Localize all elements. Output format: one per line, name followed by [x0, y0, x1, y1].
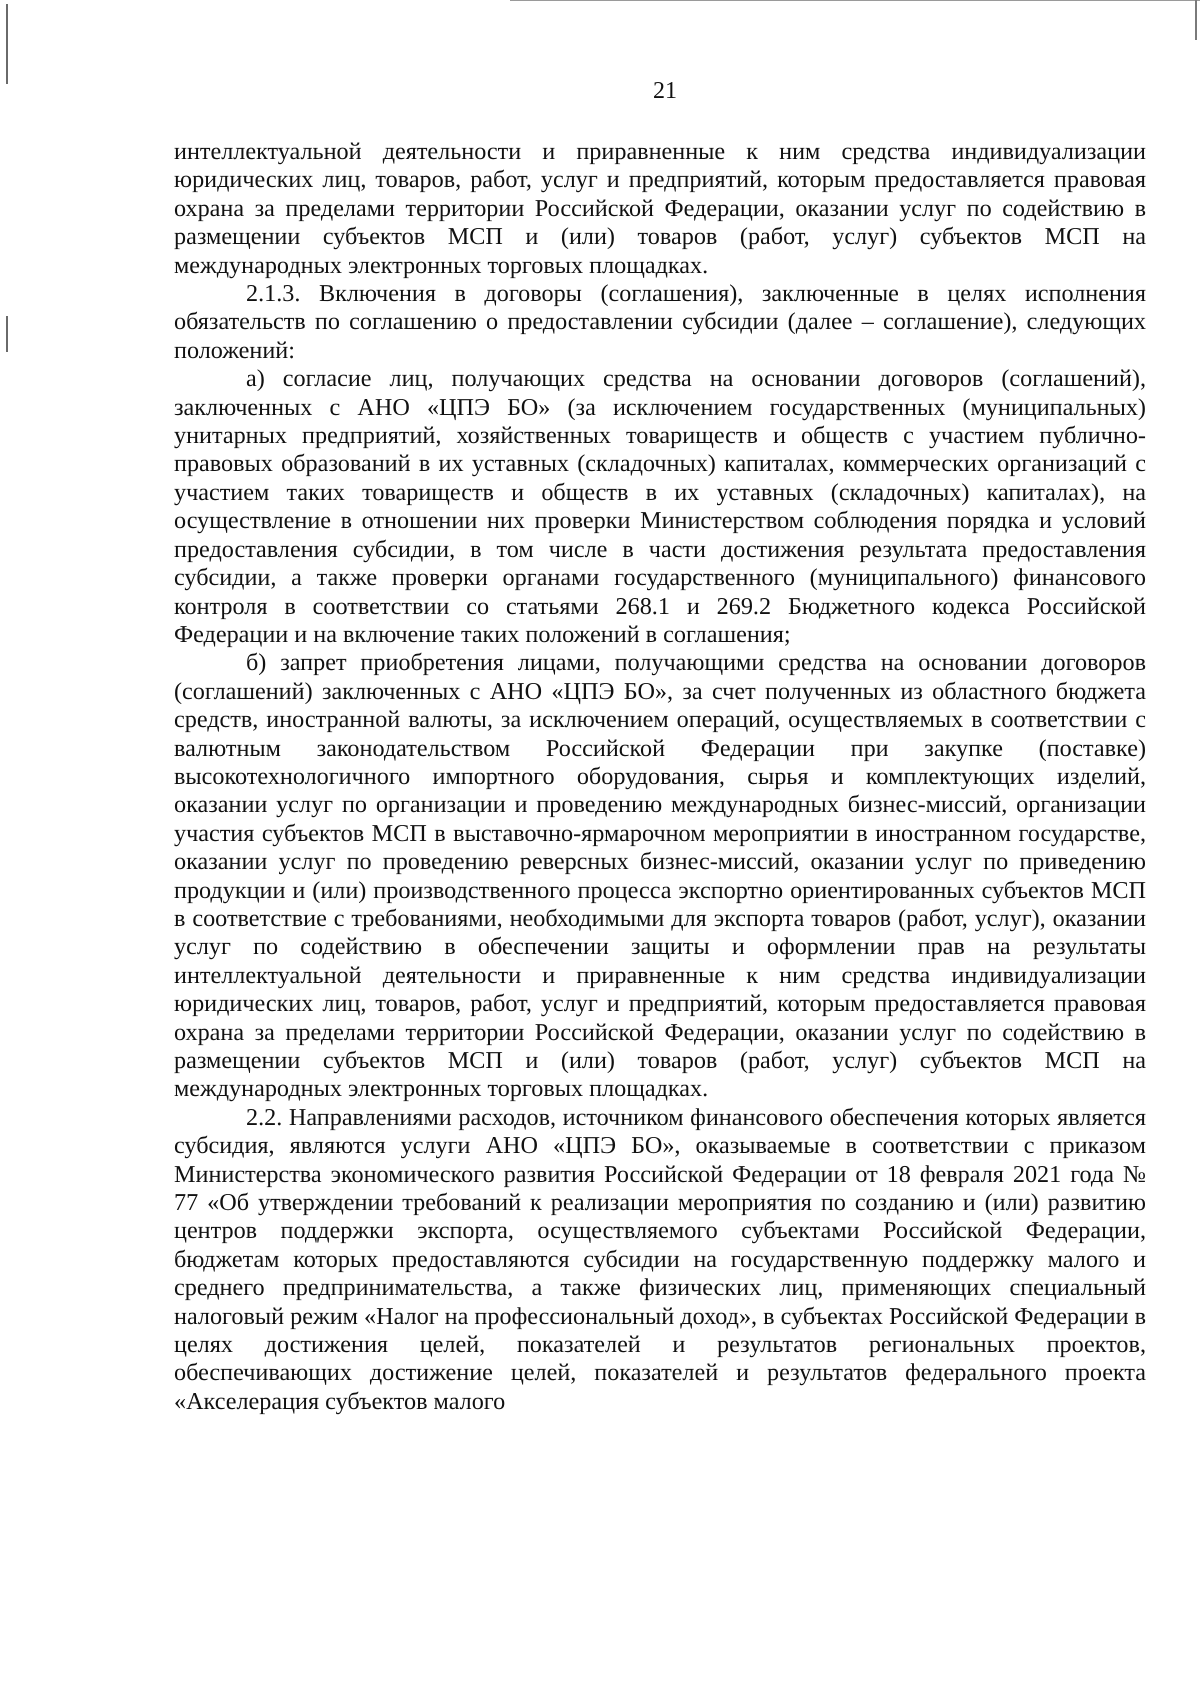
paragraph-item-b: б) запрет приобретения лицами, получающими средства на основании договоров (соглашений) заключенных с АНО «ЦПЭ БО», за счет полученных из областного бюджета средств, иностранной валюты, за исключением операций, осуществляемых в соответствии с валютным законодательством Российской Федерации при закупке (поставке) высокотехнологичного импортного оборудования, сырья и комплектующих изделий, оказании услуг по организации и проведению международных бизнес-миссий, организации участия субъектов МСП в выставочно-ярмарочном мероприятии в иностранном государстве, оказании услуг по проведению реверсных бизнес-миссий, оказании услуг по приведению продукции и (или) производственного процесса экспортно ориентированных субъектов МСП в соответствие с требованиями, необходимыми для экспорта товаров (работ, услуг), оказании услуг по содействию в обеспечении защиты и оформлении прав на результаты интеллектуальной деятельности и приравненные к ним средства индивидуализации юридических лиц, товаров, работ, услуг и предприятий, которым предоставляется правовая охрана за пределами территории Российской Федерации, оказании услуг по содействию в размещении субъектов МСП и (или) товаров (работ, услуг) субъектов МСП на международных электронных торговых площадках. — [174, 649, 1146, 1103]
document-body — [174, 138, 1146, 1416]
paragraph-item-a: а) согласие лиц, получающих средства на основании договоров (соглашений), заключенных с АНО «ЦПЭ БО» (за исключением государственных (муниципальных) унитарных предприятий, хозяйственных товариществ и обществ с участием публично-правовых образований в их уставных (складочных) капиталах, коммерческих организаций с участием таких товариществ и обществ в их уставных (складочных) капиталах), на осуществление в отношении них проверки Министерством соблюдения порядка и условий предоставления субсидии, в том числе в части достижения результата предоставления субсидии, а также проверки органами государственного (муниципального) финансового контроля в соответствии со статьями 268.1 и 269.2 Бюджетного кодекса Российской Федерации и на включение таких положений в соглашения; — [174, 365, 1146, 648]
paragraph-2-2: 2.2. Направлениями расходов, источником финансового обеспечения которых является субсидия, являются услуги АНО «ЦПЭ БО», оказываемые в соответствии с приказом Министерства экономического развития Российской Федерации от 18 февраля 2021 года № 77 «Об утверждении требований к реализации мероприятия по созданию и (или) развитию центров поддержки экспорта, осуществляемого субъектами Российской Федерации, бюджетам которых предоставляются субсидии на государственную поддержку малого и среднего предпринимательства, а также физических лиц, применяющих специальный налоговый режим «Налог на профессиональный доход», в субъектах Российской Федерации в целях достижения целей, показателей и результатов региональных проектов, обеспечивающих достижение целей, показателей и результатов федерального проекта «Акселерация субъектов малого — [174, 1103, 1146, 1415]
scan-edge-mark — [1195, 0, 1197, 40]
scan-edge-mark — [6, 316, 8, 352]
page-number: 21 — [653, 78, 677, 104]
scan-edge-line — [510, 0, 1200, 1]
scan-edge-mark — [6, 4, 8, 84]
paragraph-continuation: интеллектуальной деятельности и приравненные к ним средства индивидуализации юридических лиц, товаров, работ, услуг и предприятий, которым предоставляется правовая охрана за пределами территории Российской Федерации, оказании услуг по содействию в размещении субъектов МСП и (или) товаров (работ, услуг) субъектов МСП на международных электронных торговых площадках. — [174, 138, 1146, 279]
paragraph-2-1-3: 2.1.3. Включения в договоры (соглашения), заключенные в целях исполнения обязательств по соглашению о предоставлении субсидии (далее – соглашение), следующих положений: — [174, 280, 1146, 364]
